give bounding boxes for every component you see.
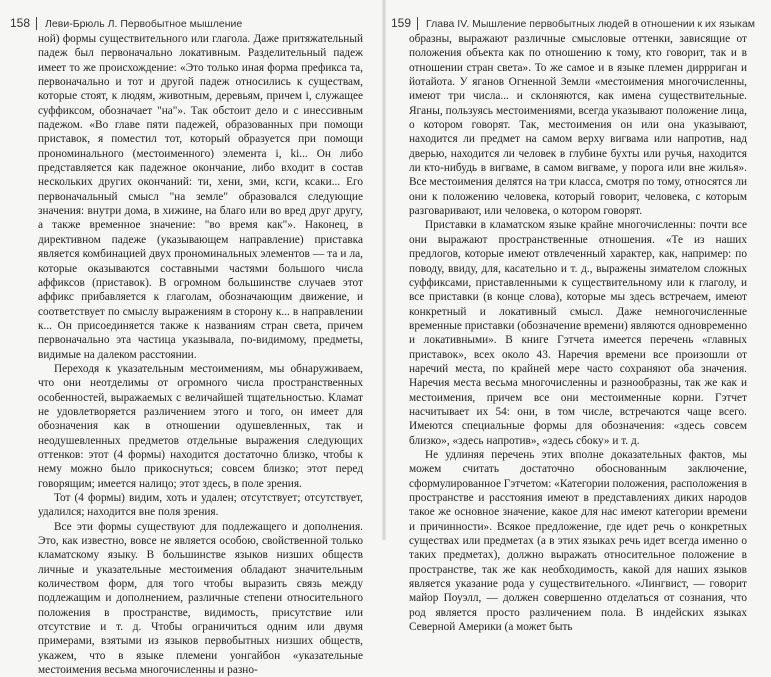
left-running-head: Леви-Брюль Л. Первобытное мышление xyxy=(45,18,243,30)
paragraph: Приставки в кламатском языке крайне многочисленны: почти все они выражают пространственные отношения. «Те из наших предлогов, которые имеют отвлеченный характер, как, например: по поводу, ввиду, для, касательно и т. д., выражены зимателом сложных суффиксами, приставленными к существительному или к глаголу, и все приставки (в конце слова), которые мы здесь встречаем, имеют конкретный и локативный смысл. Даже немногочисленные временные приставки (обозначение времени) являются одновременно и локативными». В книге Гэтчета имеется перечень «главных приставок», всех около 43. Наречия времени все произошли от наречий места, по крайней мере часто сохраняют оба значения. Наречия места весьма многочисленны и разнообразны, так же как и местоимения, причем все они местоименные корни. Гэтчет насчитывает их 54: они, в том числе, встречаются чаще всего. Имеются специальные формы для обозначения: «здесь совсем близко», «здесь напротив», «здесь сбоку» и т. д. xyxy=(409,219,747,447)
paragraph: Переходя к указательным местоимениям, мы обнаруживаем, что они неотделимы от огромного числа пространственных особенностей, выражаемых с величайшей тщательностью. Кламат не удовлетворяется различением этого и того, он имеет для обозначения как в отношении одушевленных, так и неодушевленных предметов отдельные выражения следующих оттенков: этот (4 формы) находится достаточно близко, чтобы к нему можно было прикоснуться; совсем близко; этот перед говорящим; имеется налицо; этот здесь, в поле зрения. xyxy=(38,362,363,490)
left-page xyxy=(0,0,383,677)
header-divider xyxy=(417,17,418,30)
right-running-header xyxy=(391,0,755,30)
header-divider xyxy=(36,17,37,30)
paragraph: образны, выражают различные смысловые оттенки, зависящие от положения объекта как по отношению к тому, кто говорит, так и в отношении стран света». То же самое и в языке племен диррриган и йотайота. У яганов Огненной Земли «местоимения многочисленны, имеют три числа... и склоняются, как имена существительные. Яганы, пользуясь местоимениями, всегда указывают положение лица, о котором говорят. Так, местоимения он или она указывают, находится ли предмет на самом верху вигвама или напротив, над дверью, находится ли человек в глубине бухты или ручья, находится ли кто-нибудь в вигваме, в самом вигваме, у порога или вне жилья». Все местоимения делятся на три класса, смотря по тому, относятся ли они к положению человека, который говорит, человека, с которым разговаривают, или человека, о котором говорят. xyxy=(409,33,747,218)
right-running-head: Глава IV. Мышление первобытных людей в отношении к их языкам xyxy=(426,18,756,30)
left-running-header xyxy=(10,0,242,30)
paragraph: ной) формы существительного или глагола. Даже притяжательный падеж был первоначально локативным. Разделительный падеж имеет то же происхождение: «Это только иная форма префикса та, первоначально и тот и другой падеж относились к существам, которые стоят, к людям, животным, деревьям, причем i, служащее суффиксом, обозначает "на"». Так обстоит дело и с инессивным падежом. «Во главе пяти падежей, образованных при помощи приставок, я поместил тот, который образуется при помощи прономинального (местоименного) элемента i, ki... Он либо представляется как падежное окончание, либо входит в состав нескольких других окончаний: ти, хени, зми, ксги, ксаки... Его первоначальный смысл "на земле" образовался следующие значения: внутри дома, в хижине, на благо или во вред друг другу, а также временное значение: "во время как"». Наконец, в директивном падеже (указывающем направление) приставка является комбинацией двух прономинальных элементов — та и ла, которые оказываются составными частями большого числа аффиксов (приставок). В огромном большинстве случаев этот аффикс прибавляется к глаголам, обозначающим движение, и соответствует по смыслу выражениям в сторону к... в направлении к... Он присоединяется также к названиям стран света, причем первоначально эта частица указывала, по-видимому, предметы, видимые на далеком расстоянии. xyxy=(38,33,363,361)
paragraph: Тот (4 формы) видим, хоть и удален; отсутствует; отсутствует, удалился; находится вне поля зрения. xyxy=(38,492,363,519)
left-page-number: 158 xyxy=(10,16,31,30)
right-page xyxy=(385,0,771,634)
paragraph: Не удлиняя перечень этих вполне доказательных фактов, мы можем считать достаточно обоснованным заключение, сформулированное Гэтчетом: «Категории положения, расположения в пространстве и расстояния имеют в представлениях диких народов такое же основное значение, какое для нас имеют категории времени и причинности». Всякое предложение, где идет речь о конкретных существах или предметах (а в этих языках речь идет всегда именно о таких предметах), должно выражать относительное положение в пространстве, так же как необходимость, какой для наших языков является указание рода у существительного. «Лингвист, — говорит майор Поуэлл, — должен совершенно отделаться от сознания, что род является просто различением пола. В индейских языках Северной Америки (а может быть xyxy=(409,448,747,634)
left-page-text xyxy=(38,32,363,677)
right-page-text xyxy=(409,32,747,634)
paragraph: Все эти формы существуют для подлежащего и дополнения. Это, как известно, вовсе не является особою, свойственной только кламатскому языку. В большинстве языков низших обществ личные и указательные местоимения обладают значительным количеством форм, для того чтобы выразить связь между подлежащим и дополнением, различные степени относительного положения в пространстве, видимость, присутствие или отсутствие и т. д. Чтобы ограничиться одним или двумя примерами, взятыми из языков первобытных низших обществ, укажем, что в языке племени уонгайбон «указательные местоимения весьма многочисленны и разно- xyxy=(38,520,363,677)
right-page-number: 159 xyxy=(391,16,412,30)
